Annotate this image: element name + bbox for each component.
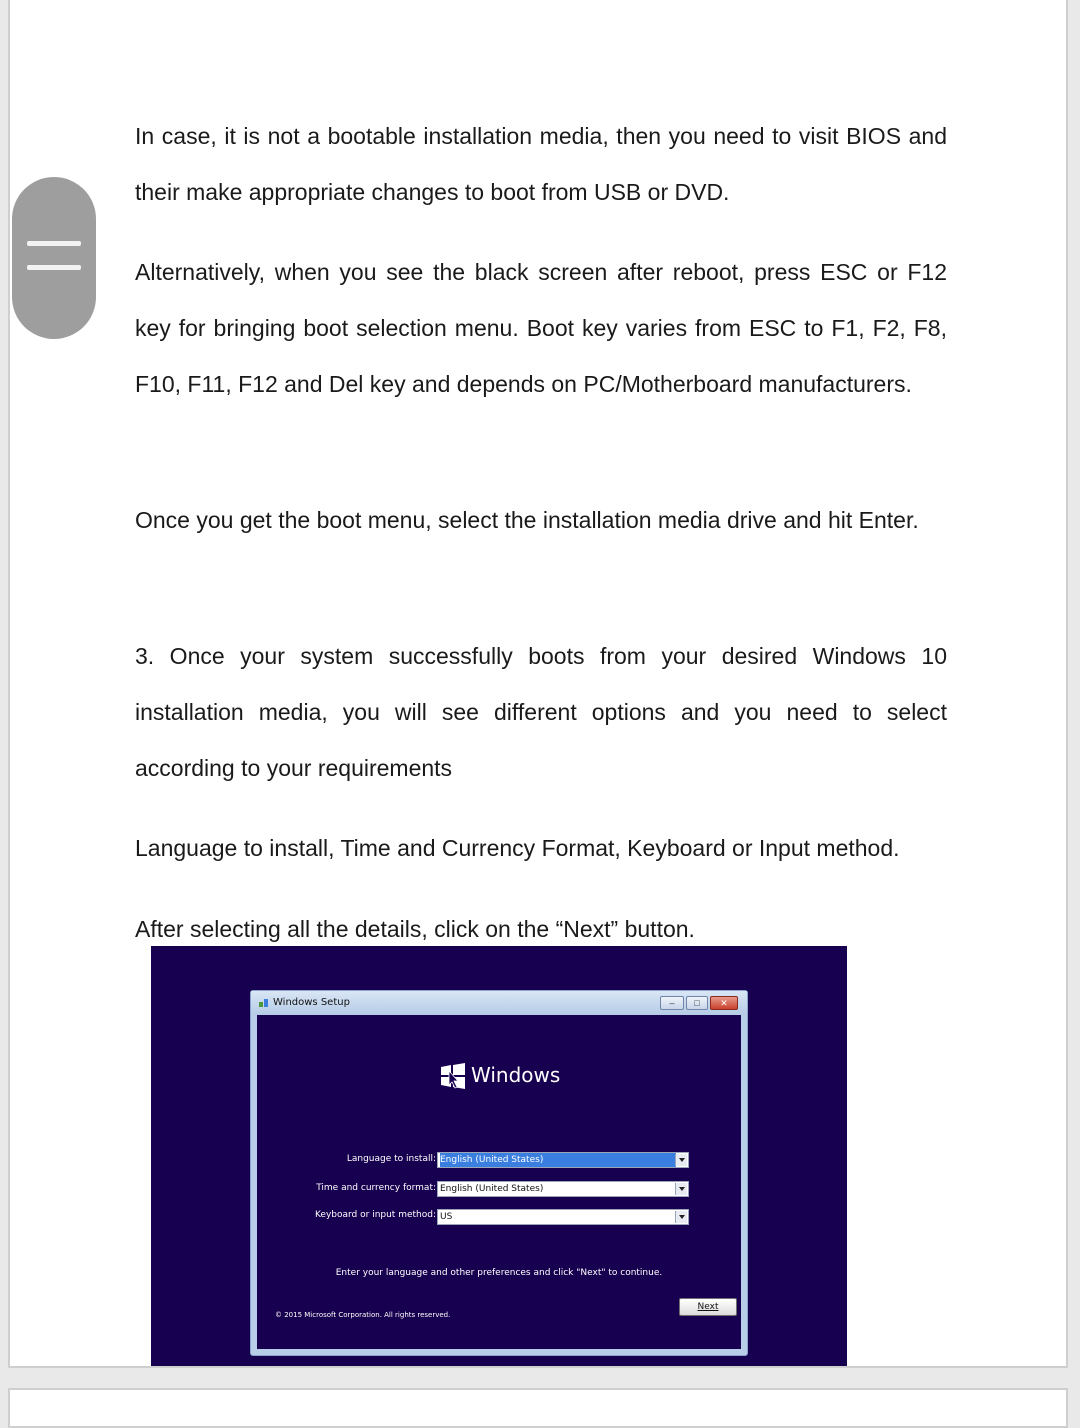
- chevron-down-icon: [675, 1183, 687, 1195]
- paragraph-step-3: 3. Once your system successfully boots from your desired Windows 10 installation media, you will see different options and you need to select according to your requirements: [135, 643, 947, 781]
- paragraph-alternatively: Alternatively, when you see the black screen after reboot, press ESC or F12 key for bringing boot selection menu. Boot key varies from ESC to F1, F2, F8, F10, F11, F12 and Del key and depends on PC/Motherboard manufacturers.: [135, 259, 947, 397]
- menu-icon-line: [27, 265, 81, 270]
- language-value: English (United States): [440, 1153, 676, 1167]
- setup-hint: Enter your language and other preferences and click "Next" to continue.: [335, 1268, 663, 1278]
- language-select: [437, 1152, 689, 1168]
- setup-window-title: Windows Setup: [273, 997, 350, 1008]
- windows-logo-icon: [439, 1063, 469, 1089]
- copyright-text: © 2015 Microsoft Corporation. All rights reserved.: [275, 1311, 451, 1319]
- setup-titlebar: [251, 991, 747, 1015]
- paragraph-boot-menu: Once you get the boot menu, select the installation media drive and hit Enter.: [135, 507, 919, 533]
- minimize-icon: –: [660, 996, 684, 1010]
- maximize-icon: □: [686, 996, 708, 1010]
- setup-window: [250, 990, 748, 1356]
- time-format-value: English (United States): [440, 1184, 544, 1194]
- language-label: Language to install:: [346, 1154, 436, 1164]
- close-icon: ✕: [710, 996, 738, 1010]
- next-page-edge: [8, 1388, 1068, 1428]
- chevron-down-icon: [675, 1154, 687, 1166]
- menu-icon: [27, 241, 81, 246]
- setup-client-area: [257, 1015, 741, 1349]
- chevron-down-icon: [675, 1211, 687, 1223]
- paragraph-bios: In case, it is not a bootable installation media, then you need to visit BIOS and their make appropriate changes to boot from USB or DVD.: [135, 123, 947, 205]
- side-drawer-handle[interactable]: [12, 177, 96, 339]
- keyboard-select: [437, 1209, 689, 1225]
- document-page: [8, 0, 1068, 1368]
- keyboard-label: Keyboard or input method:: [314, 1210, 436, 1220]
- time-format-label: Time and currency format:: [316, 1183, 436, 1193]
- paragraph-options: Language to install, Time and Currency Format, Keyboard or Input method.: [135, 835, 900, 861]
- windows-logo-text: Windows: [471, 1063, 561, 1087]
- keyboard-value: US: [440, 1212, 453, 1222]
- setup-app-icon: [259, 997, 269, 1007]
- time-format-select: [437, 1181, 689, 1197]
- paragraph-next: After selecting all the details, click on the “Next” button.: [135, 916, 695, 942]
- windows-setup-screenshot: [151, 946, 847, 1368]
- next-button: Next: [679, 1298, 737, 1316]
